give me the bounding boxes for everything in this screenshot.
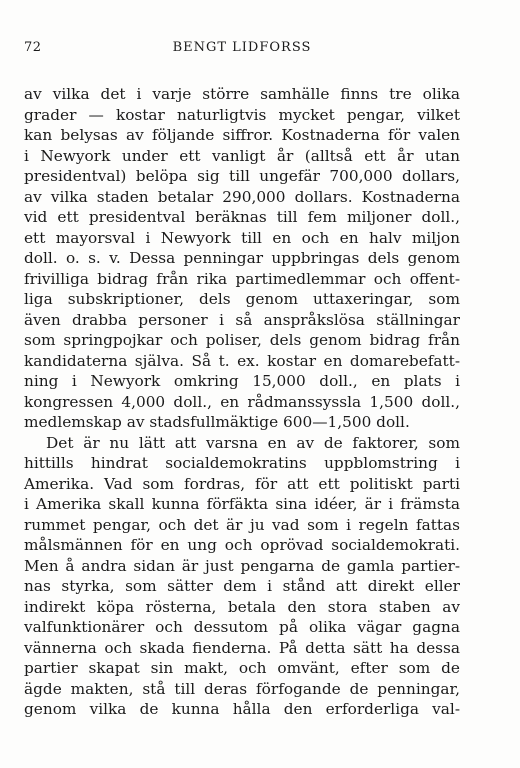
text-line: vännerna och skada fienderna. På detta sätt ha dessa — [24, 638, 460, 657]
paragraph-1 — [24, 84, 460, 433]
text-line: presidentval) belöpa sig till ungefär 700,000 dollars, — [24, 167, 460, 185]
text-line: i Amerika skall kunna förfäkta sina idéer, är i främsta — [24, 495, 460, 513]
text-line: rummet pengar, och det är ju vad som i regeln fattas — [24, 515, 460, 534]
text-line: frivilliga bidrag från rika partimedlemmar och offent- — [24, 269, 460, 288]
paragraph-2 — [24, 433, 460, 720]
text-line: grader — kostar naturligtvis mycket pengar, vilket — [24, 105, 460, 124]
text-line: liga subskriptioner, dels genom uttaxeringar, som — [24, 290, 460, 308]
text-line: vid ett presidentval beräknas till fem miljoner doll., — [24, 208, 460, 226]
text-line: indirekt köpa rösterna, betala den stora staben av — [24, 597, 460, 616]
text-line: kandidaterna själva. Så t. ex. kostar en domarebefatt- — [24, 351, 460, 370]
running-title: BENGT LIDFORSS — [172, 40, 312, 55]
text-line: genom vilka de kunna hålla den erforderliga val- — [24, 700, 460, 718]
running-head — [24, 40, 460, 60]
text-line-content: Det är nu lätt att varsna en av de faktorer, som — [46, 433, 460, 452]
text-line: kan belysas av följande siffror. Kostnaderna för valen — [24, 126, 460, 144]
text-line: Men å andra sidan är just pengarna de gamla partier- — [24, 556, 460, 575]
text-line: målsmännen för en ung och oprövad socialdemokrati. — [24, 536, 460, 554]
text-line: valfunktionärer och dessutom på olika vägar gagna — [24, 618, 460, 636]
page-number: 72 — [24, 40, 42, 55]
text-line: av vilka staden betalar 290,000 dollars. Kostnaderna — [24, 187, 460, 206]
text-line: doll. o. s. v. Dessa penningar uppbringas dels genom — [24, 249, 460, 267]
text-line: partier skapat sin makt, och omvänt, efter som de — [24, 659, 460, 677]
text-line: ett mayorsval i Newyork till en och en halv miljon — [24, 228, 460, 247]
text-line: kongressen 4,000 doll., en rådmanssyssla 1,500 doll., — [24, 392, 460, 411]
text-line: av vilka det i varje större samhälle finns tre olika — [24, 85, 460, 103]
text-line: hittills hindrat socialdemokratins uppblomstring i — [24, 454, 460, 472]
text-line: Amerika. Vad som fordras, för att ett politiskt parti — [24, 474, 460, 493]
text-line: nas styrka, som sätter dem i stånd att direkt eller — [24, 577, 460, 595]
text-line: medlemskap av stadsfullmäktige 600—1,500 doll. — [24, 413, 410, 431]
text-line-indented — [24, 433, 460, 454]
body-text — [24, 84, 460, 720]
text-line: som springpojkar och poliser, dels genom bidrag från — [24, 331, 460, 349]
text-line: även drabba personer i så anspråkslösa ställningar — [24, 310, 460, 329]
text-line: i Newyork under ett vanligt år (alltså ett år utan — [24, 146, 460, 165]
text-line: ägde makten, stå till deras förfogande de penningar, — [24, 679, 460, 698]
text-line: ning i Newyork omkring 15,000 doll., en plats i — [24, 372, 460, 390]
